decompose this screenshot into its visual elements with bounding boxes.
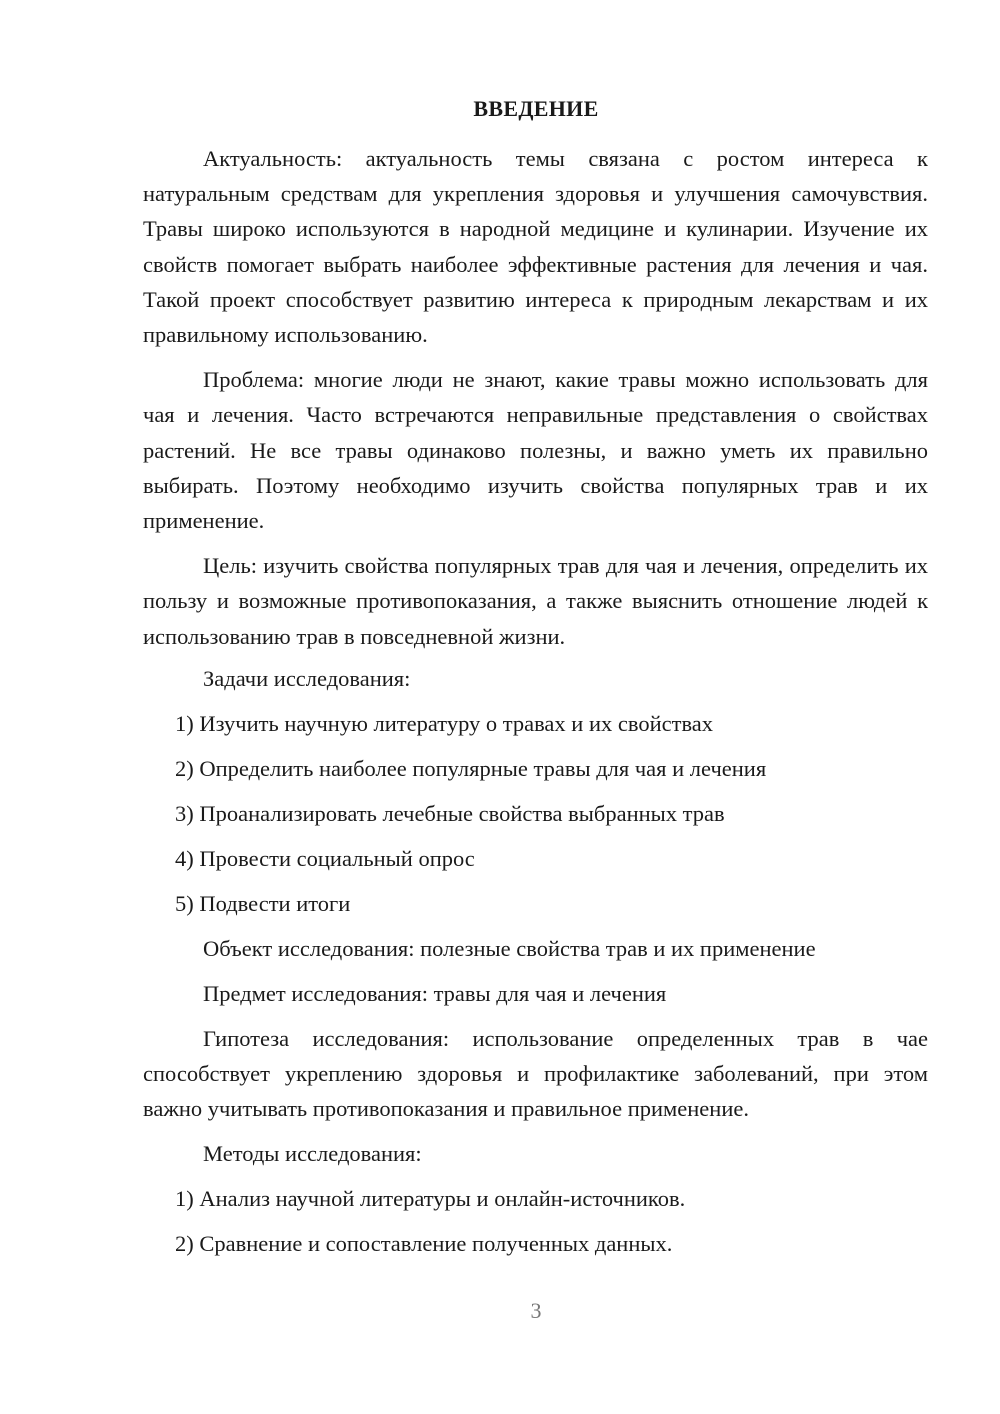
list-item: 1) Анализ научной литературы и онлайн-источников. xyxy=(175,1186,686,1212)
section-title: ВВЕДЕНИЕ xyxy=(473,96,599,121)
methods-heading: Методы исследования: xyxy=(203,1141,422,1167)
relevance-paragraph: Актуальность: актуальность темы связана с ростом интереса к натуральным средствам для укрепления здоровья и улучшения самочувствия. Травы широко используются в народной медицине и кулинарии. Изучение их свойств помогает выбрать наиболее эффективные растения для лечения и чая. Такой проект способствует развитию интереса к природным лекарствам и их правильному использованию. xyxy=(143,146,928,348)
list-item: 5) Подвести итоги xyxy=(175,890,351,916)
goal-paragraph: Цель: изучить свойства популярных трав для чая и лечения, определить их пользу и возможные противопоказания, а также выяснить отношение людей к использованию трав в повседневной жизни. xyxy=(143,553,928,649)
subject-line: Предмет исследования: травы для чая и лечения xyxy=(203,980,667,1006)
list-item: 2) Определить наиболее популярные травы для чая и лечения xyxy=(175,755,767,781)
list-item: 2) Сравнение и сопоставление полученных данных. xyxy=(175,1231,673,1257)
problem-paragraph: Проблема: многие люди не знают, какие травы можно использовать для чая и лечения. Часто встречаются неправильные представления о свойствах растений. Не все травы одинаково полезны, и важно уметь их правильно выбирать. Поэтому необходимо изучить свойства популярных трав и их применение. xyxy=(143,367,928,534)
object-line: Объект исследования: полезные свойства трав и их применение xyxy=(203,935,816,961)
hypothesis-paragraph: Гипотеза исследования: использование определенных трав в чае способствует укреплению здоровья и профилактике заболеваний, при этом важно учитывать противопоказания и правильное применение. xyxy=(143,1025,928,1122)
page-number: 3 xyxy=(530,1298,542,1323)
list-item: 4) Провести социальный опрос xyxy=(175,845,475,871)
list-item: 1) Изучить научную литературу о травах и их свойствах xyxy=(175,710,714,736)
document-body xyxy=(143,141,928,1266)
tasks-heading: Задачи исследования: xyxy=(203,665,411,691)
list-item: 3) Проанализировать лечебные свойства выбранных трав xyxy=(175,800,725,826)
